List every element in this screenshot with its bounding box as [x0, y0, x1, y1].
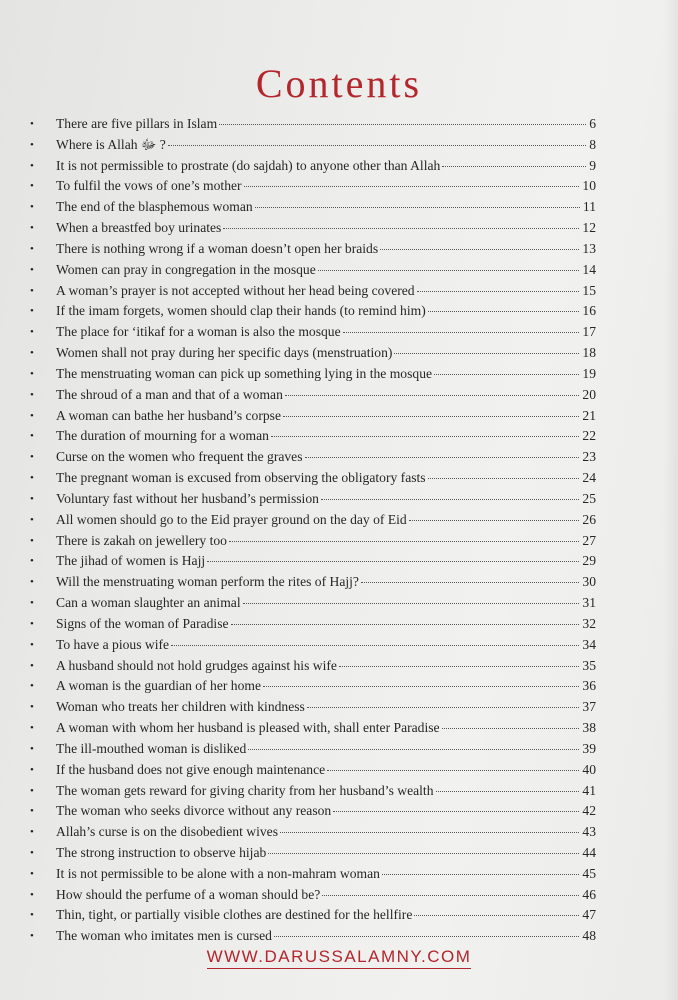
toc-entry-page-number: 12: [582, 220, 596, 236]
toc-entry-page-number: 47: [582, 907, 596, 923]
toc-entry-line: [56, 801, 596, 822]
toc-entry: [0, 364, 678, 385]
dot-leader: [229, 541, 579, 542]
toc-entry-page-number: 18: [582, 345, 596, 361]
toc-entry: [0, 426, 678, 447]
bullet-icon: •: [30, 513, 34, 526]
dot-leader: [339, 666, 579, 667]
toc-entry-line: [56, 260, 596, 281]
dot-leader: [417, 291, 580, 292]
toc-entry-title: The menstruating woman can pick up something lying in the mosque: [56, 365, 433, 381]
toc-entry-title: Can a woman slaughter an animal: [56, 595, 241, 611]
dot-leader: [271, 436, 579, 437]
toc-entry-line: [56, 864, 596, 885]
toc-entry-line: [56, 447, 596, 468]
bullet-icon: •: [30, 888, 34, 901]
dot-leader: [255, 207, 580, 208]
toc-entry-line: [56, 510, 596, 531]
toc-entry: [0, 697, 678, 718]
toc-entry: [0, 718, 678, 739]
dot-leader: [382, 874, 579, 875]
toc-entry: [0, 760, 678, 781]
dot-leader: [248, 749, 579, 750]
toc-entry-line: [56, 905, 596, 926]
toc-entry-line: [56, 239, 596, 260]
dot-leader: [442, 728, 580, 729]
dot-leader: [171, 645, 579, 646]
toc-entry-line: [56, 426, 596, 447]
toc-entry-line: [56, 197, 596, 218]
bullet-icon: •: [30, 409, 34, 422]
toc-entry: [0, 343, 678, 364]
toc-entry-page-number: 23: [582, 449, 596, 465]
toc-entry: [0, 572, 678, 593]
dot-leader: [321, 499, 579, 500]
toc-entry-title: The woman who seeks divorce without any reason: [56, 803, 332, 819]
bullet-icon: •: [30, 180, 34, 193]
toc-entry-page-number: 13: [582, 240, 596, 256]
toc-entry: [0, 447, 678, 468]
toc-entry-title: The end of the blasphemous woman: [56, 199, 253, 215]
toc-entry: [0, 468, 678, 489]
dot-leader: [268, 853, 579, 854]
bullet-icon: •: [30, 576, 34, 589]
dot-leader: [434, 374, 579, 375]
toc-entry-title: A woman is the guardian of her home: [56, 678, 261, 694]
footer-website: [0, 947, 678, 967]
toc-entry: [0, 406, 678, 427]
toc-entry-line: [56, 739, 596, 760]
toc-entry-title: All women should go to the Eid prayer ground on the day of Eid: [56, 511, 407, 527]
toc-entry-line: [56, 531, 596, 552]
toc-entry: [0, 822, 678, 843]
toc-entry-page-number: 24: [582, 470, 596, 486]
toc-entry-title: A woman can bathe her husband’s corpse: [56, 407, 281, 423]
toc-entry-title: There is zakah on jewellery too: [56, 532, 227, 548]
bullet-icon: •: [30, 867, 34, 880]
toc-entry-page-number: 48: [582, 928, 596, 944]
toc-entry: [0, 135, 678, 156]
toc-entry: [0, 239, 678, 260]
dot-leader: [394, 353, 579, 354]
toc-entry-line: [56, 926, 596, 947]
dot-leader: [207, 561, 579, 562]
toc-entry: [0, 551, 678, 572]
toc-entry-title: A woman’s prayer is not accepted without her head being covered: [56, 282, 415, 298]
dot-leader: [380, 249, 579, 250]
bullet-icon: •: [30, 118, 34, 130]
bullet-icon: •: [30, 534, 34, 547]
toc-entry-line: [56, 676, 596, 697]
toc-entry-line: [56, 822, 596, 843]
toc-entry-line: [56, 468, 596, 489]
dot-leader: [223, 228, 579, 229]
bullet-icon: •: [30, 263, 34, 276]
toc-entry-page-number: 11: [582, 199, 596, 215]
toc-entry-page-number: 8: [589, 136, 596, 152]
toc-entry-title: A husband should not hold grudges against his wife: [56, 657, 337, 673]
toc-entry-page-number: 16: [582, 303, 596, 319]
dot-leader: [219, 124, 586, 125]
toc-entry-line: [56, 697, 596, 718]
toc-entry: [0, 322, 678, 343]
toc-entry-page-number: 15: [582, 282, 596, 298]
toc-entry: [0, 635, 678, 656]
toc-entry-line: [56, 489, 596, 510]
toc-entry: [0, 656, 678, 677]
toc-entry-line: [56, 885, 596, 906]
toc-entry-title: A woman with whom her husband is pleased with, shall enter Paradise: [56, 720, 440, 736]
toc-entry-line: [56, 385, 596, 406]
toc-entry-page-number: 42: [582, 803, 596, 819]
bullet-icon: •: [30, 617, 34, 630]
toc-entry-title: The jihad of women is Hajj: [56, 553, 206, 569]
toc-entry-line: [56, 406, 596, 427]
toc-entry: [0, 531, 678, 552]
toc-entry-line: [56, 572, 596, 593]
bullet-icon: •: [30, 367, 34, 380]
toc-entry-page-number: 6: [589, 116, 596, 131]
toc-entry-page-number: 34: [582, 636, 596, 652]
bullet-icon: •: [30, 826, 34, 839]
toc-entry: [0, 926, 678, 947]
toc-entry-title: Women can pray in congregation in the mosque: [56, 261, 316, 277]
bullet-icon: •: [30, 222, 34, 235]
toc-entry-page-number: 38: [582, 720, 596, 736]
toc-entry-line: [56, 156, 596, 177]
toc-entry-title: The pregnant woman is excused from observing the obligatory fasts: [56, 470, 426, 486]
bullet-icon: •: [30, 722, 34, 735]
toc-entry-page-number: 35: [582, 657, 596, 673]
dot-leader: [333, 811, 579, 812]
dot-leader: [436, 791, 580, 792]
toc-entry-line: [56, 218, 596, 239]
toc-entry-line: [56, 343, 596, 364]
toc-entry-line: [56, 551, 596, 572]
toc-entry-line: [56, 656, 596, 677]
toc-entry-title: There are five pillars in Islam: [56, 116, 218, 131]
toc-entry-title: How should the perfume of a woman should be?: [56, 886, 321, 902]
toc-entry-page-number: 31: [582, 595, 596, 611]
dot-leader: [168, 145, 586, 146]
dot-leader: [244, 186, 580, 187]
bullet-icon: •: [30, 909, 34, 922]
toc-entry-title: The woman who imitates men is cursed: [56, 928, 272, 944]
toc-entry-line: [56, 635, 596, 656]
table-of-contents: [0, 114, 678, 947]
bullet-icon: •: [30, 472, 34, 485]
dot-leader: [442, 166, 586, 167]
dot-leader: [307, 707, 580, 708]
toc-entry-page-number: 22: [582, 428, 596, 444]
website-link[interactable]: WWW.DARUSSALAMNY.COM: [207, 947, 472, 969]
toc-entry-title: If the husband does not give enough maintenance: [56, 761, 326, 777]
dot-leader: [428, 311, 580, 312]
toc-entry-title: Allah’s curse is on the disobedient wives: [56, 824, 278, 840]
bullet-icon: •: [30, 763, 34, 776]
toc-entry-line: [56, 718, 596, 739]
toc-entry-line: [56, 614, 596, 635]
toc-entry: [0, 176, 678, 197]
toc-entry: [0, 197, 678, 218]
toc-entry-line: [56, 593, 596, 614]
toc-entry: [0, 593, 678, 614]
toc-entry: [0, 281, 678, 302]
bullet-icon: •: [30, 701, 34, 714]
bullet-icon: •: [30, 284, 34, 297]
toc-entry-page-number: 41: [582, 782, 596, 798]
bullet-icon: •: [30, 784, 34, 797]
toc-entry-title: When a breastfed boy urinates: [56, 220, 222, 236]
toc-entry-page-number: 19: [582, 365, 596, 381]
bullet-icon: •: [30, 430, 34, 443]
toc-entry-page-number: 17: [582, 324, 596, 340]
bullet-icon: •: [30, 451, 34, 464]
toc-entry-title: There is nothing wrong if a woman doesn’t open her braids: [56, 240, 379, 256]
toc-entry: [0, 864, 678, 885]
toc-entry-line: [56, 301, 596, 322]
toc-entry-page-number: 20: [582, 386, 596, 402]
dot-leader: [409, 520, 580, 521]
toc-entry: [0, 260, 678, 281]
page-title: Contents: [255, 61, 423, 106]
toc-entry-page-number: 25: [582, 490, 596, 506]
toc-entry-title: Thin, tight, or partially visible clothes are destined for the hellfire: [56, 907, 413, 923]
toc-entry-line: [56, 176, 596, 197]
toc-entry-page-number: 46: [582, 886, 596, 902]
toc-entry-page-number: 45: [582, 865, 596, 881]
toc-entry-line: [56, 322, 596, 343]
dot-leader: [283, 416, 579, 417]
bullet-icon: •: [30, 138, 34, 151]
toc-entry-page-number: 37: [582, 699, 596, 715]
bullet-icon: •: [30, 846, 34, 859]
toc-entry-title: Will the menstruating woman perform the rites of Hajj?: [56, 574, 359, 590]
toc-entry-title: Voluntary fast without her husband’s permission: [56, 490, 319, 506]
bullet-icon: •: [30, 805, 34, 818]
dot-leader: [263, 686, 579, 687]
toc-entry: [0, 614, 678, 635]
toc-entry: [0, 905, 678, 926]
dot-leader: [274, 936, 579, 937]
bullet-icon: •: [30, 638, 34, 651]
toc-entry-page-number: 39: [582, 740, 596, 756]
toc-entry-title: The ill-mouthed woman is disliked: [56, 740, 247, 756]
toc-entry-title: Curse on the women who frequent the graves: [56, 449, 303, 465]
toc-entry: [0, 301, 678, 322]
dot-leader: [327, 770, 579, 771]
toc-entry-title: If the imam forgets, women should clap their hands (to remind him): [56, 303, 426, 319]
toc-entry-title: Where is Allah ﷻ ?: [56, 136, 166, 152]
bullet-icon: •: [30, 242, 34, 255]
toc-entry: [0, 510, 678, 531]
dot-leader: [243, 603, 580, 604]
toc-entry-line: [56, 114, 596, 135]
toc-entry-line: [56, 781, 596, 802]
dot-leader: [361, 582, 579, 583]
toc-entry-title: The place for ‘itikaf for a woman is also the mosque: [56, 324, 341, 340]
toc-entry-title: Signs of the woman of Paradise: [56, 615, 229, 631]
toc-entry-page-number: 29: [582, 553, 596, 569]
toc-entry-page-number: 30: [582, 574, 596, 590]
bullet-icon: •: [30, 492, 34, 505]
bullet-icon: •: [30, 680, 34, 693]
toc-entry-line: [56, 135, 596, 156]
toc-entry-page-number: 32: [582, 615, 596, 631]
toc-entry: [0, 114, 678, 135]
bullet-icon: •: [30, 347, 34, 360]
toc-entry-page-number: 27: [582, 532, 596, 548]
dot-leader: [414, 915, 579, 916]
toc-entry: [0, 489, 678, 510]
bullet-icon: •: [30, 326, 34, 339]
toc-entry-page-number: 26: [582, 511, 596, 527]
dot-leader: [428, 478, 580, 479]
toc-entry-page-number: 40: [582, 761, 596, 777]
toc-entry-title: The strong instruction to observe hijab: [56, 844, 267, 860]
toc-entry-line: [56, 364, 596, 385]
dot-leader: [318, 270, 580, 271]
toc-entry-line: [56, 760, 596, 781]
toc-entry: [0, 385, 678, 406]
bullet-icon: •: [30, 659, 34, 672]
toc-entry-title: It is not permissible to prostrate (do sajdah) to anyone other than Allah: [56, 157, 441, 173]
toc-entry: [0, 885, 678, 906]
bullet-icon: •: [30, 597, 34, 610]
toc-entry-line: [56, 281, 596, 302]
toc-entry-title: The shroud of a man and that of a woman: [56, 386, 283, 402]
toc-entry-title: To fulfil the vows of one’s mother: [56, 178, 242, 194]
bullet-icon: •: [30, 742, 34, 755]
dot-leader: [231, 624, 580, 625]
dot-leader: [280, 832, 579, 833]
toc-entry-title: To have a pious wife: [56, 636, 170, 652]
toc-entry: [0, 156, 678, 177]
bullet-icon: •: [30, 930, 34, 943]
bullet-icon: •: [30, 159, 34, 172]
toc-entry-title: The duration of mourning for a woman: [56, 428, 269, 444]
bullet-icon: •: [30, 305, 34, 318]
toc-entry-page-number: 21: [582, 407, 596, 423]
toc-entry-title: It is not permissible to be alone with a non-mahram woman: [56, 865, 380, 881]
toc-entry: [0, 676, 678, 697]
toc-entry: [0, 781, 678, 802]
toc-entry-page-number: 43: [582, 824, 596, 840]
dot-leader: [343, 332, 580, 333]
bullet-icon: •: [30, 555, 34, 568]
dot-leader: [305, 457, 580, 458]
toc-entry-page-number: 44: [582, 844, 596, 860]
toc-entry-title: Woman who treats her children with kindness: [56, 699, 305, 715]
dot-leader: [322, 895, 579, 896]
toc-entry-title: Women shall not pray during her specific days (menstruation): [56, 345, 393, 361]
toc-entry: [0, 739, 678, 760]
toc-entry-page-number: 14: [582, 261, 596, 277]
toc-entry: [0, 843, 678, 864]
toc-entry: [0, 218, 678, 239]
bullet-icon: •: [30, 388, 34, 401]
toc-entry-page-number: 36: [582, 678, 596, 694]
bullet-icon: •: [30, 201, 34, 214]
toc-entry-line: [56, 843, 596, 864]
toc-entry-page-number: 9: [589, 157, 596, 173]
toc-entry: [0, 801, 678, 822]
toc-entry-title: The woman gets reward for giving charity from her husband’s wealth: [56, 782, 434, 798]
dot-leader: [285, 395, 580, 396]
toc-entry-page-number: 10: [582, 178, 596, 194]
